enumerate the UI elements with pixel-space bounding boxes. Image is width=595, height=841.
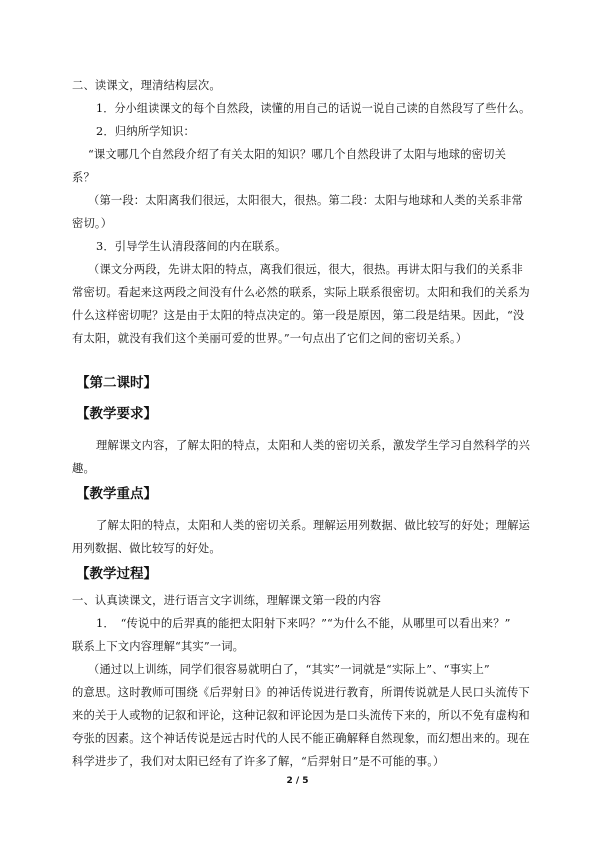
process-heading: 【教学过程】 xyxy=(76,566,157,582)
explanation-line4: 夸张的因素。这个神话传说是远古时代的人民不能正确解释自然现象，而幻想出来的。现在 xyxy=(72,732,530,745)
page-number: 2 / 5 xyxy=(286,776,309,786)
section2-item1: 1．分小组读课文的每个自然段，读懂的用自己的话说一说自己读的自然段写了些什么。 xyxy=(96,102,531,115)
section2-note-line2: 常密切。看起来这两段之间没有什么必然的联系，实际上联系很密切。太阳和我们的关系为 xyxy=(72,286,530,299)
lesson2-heading: 【第二课时】 xyxy=(76,375,157,391)
focus-heading: 【教学重点】 xyxy=(76,486,157,502)
step1-title: 一、认真读课文，进行语言文字训练，理解课文第一段的内容 xyxy=(72,594,382,607)
section2-note-line3: 什么这样密切呢？这是由于太阳的特点决定的。第一段是原因，第二段是结果。因此，“没 xyxy=(72,309,525,322)
section2-quote-line1: “课文哪几个自然段介绍了有关太阳的知识？哪几个自然段讲了太阳与地球的密切关 xyxy=(88,148,507,161)
section2-note-line4: 有太阳，就没有我们这个美丽可爱的世界。”一句点出了它们之间的密切关系。） xyxy=(72,332,468,345)
requirements-line2: 趣。 xyxy=(72,462,95,475)
section2-answer-line2: 密切。） xyxy=(72,217,113,230)
section2-answer-line1: （第一段：太阳离我们很远，太阳很大，很热。第二段：太阳与地球和人类的关系非常 xyxy=(88,194,523,207)
requirements-line1: 理解课文内容，了解太阳的特点，太阳和人类的密切关系，激发学生学习自然科学的兴 xyxy=(96,439,530,452)
step1-item1-line2: 联系上下文内容理解“其实”一词。 xyxy=(72,640,245,653)
focus-line2: 用列数据、做比较写的好处。 xyxy=(72,542,221,555)
explanation-line1: （通过以上训练，同学们很容易就明白了，“其实”一词就是“实际上”、“事实上” xyxy=(88,663,490,676)
section2-item2: 2．归纳所学知识： xyxy=(96,125,195,138)
explanation-line5: 科学进步了，我们对太阳已经有了许多了解，“后羿射日”是不可能的事。） xyxy=(72,755,445,768)
section2-title: 二、读课文，理清结构层次。 xyxy=(72,79,221,92)
section2-note-line1: （课文分两段，先讲太阳的特点，离我们很远，很大，很热。再讲太阳与我们的关系非 xyxy=(88,263,523,276)
section2-item3: 3．引导学生认清段落间的内在联系。 xyxy=(96,240,287,253)
section2-quote-line2: 系？ xyxy=(72,171,95,184)
requirements-heading: 【教学要求】 xyxy=(76,406,157,422)
explanation-line3: 来的关于人或物的记叙和评论，这种记叙和评论因为是口头流传下来的，所以不免有虚构和 xyxy=(72,709,530,722)
focus-line1: 了解太阳的特点，太阳和人类的密切关系。理解运用列数据、做比较写的好处；理解运 xyxy=(96,519,530,532)
step1-item1-line1: 1． “传说中的后羿真的能把太阳射下来吗？”“为什么不能，从哪里可以看出来？” xyxy=(96,617,511,630)
explanation-line2: 的意思。这时教师可围绕《后羿射日》的神话传说进行教育，所谓传说就是人民口头流传下 xyxy=(72,686,530,699)
